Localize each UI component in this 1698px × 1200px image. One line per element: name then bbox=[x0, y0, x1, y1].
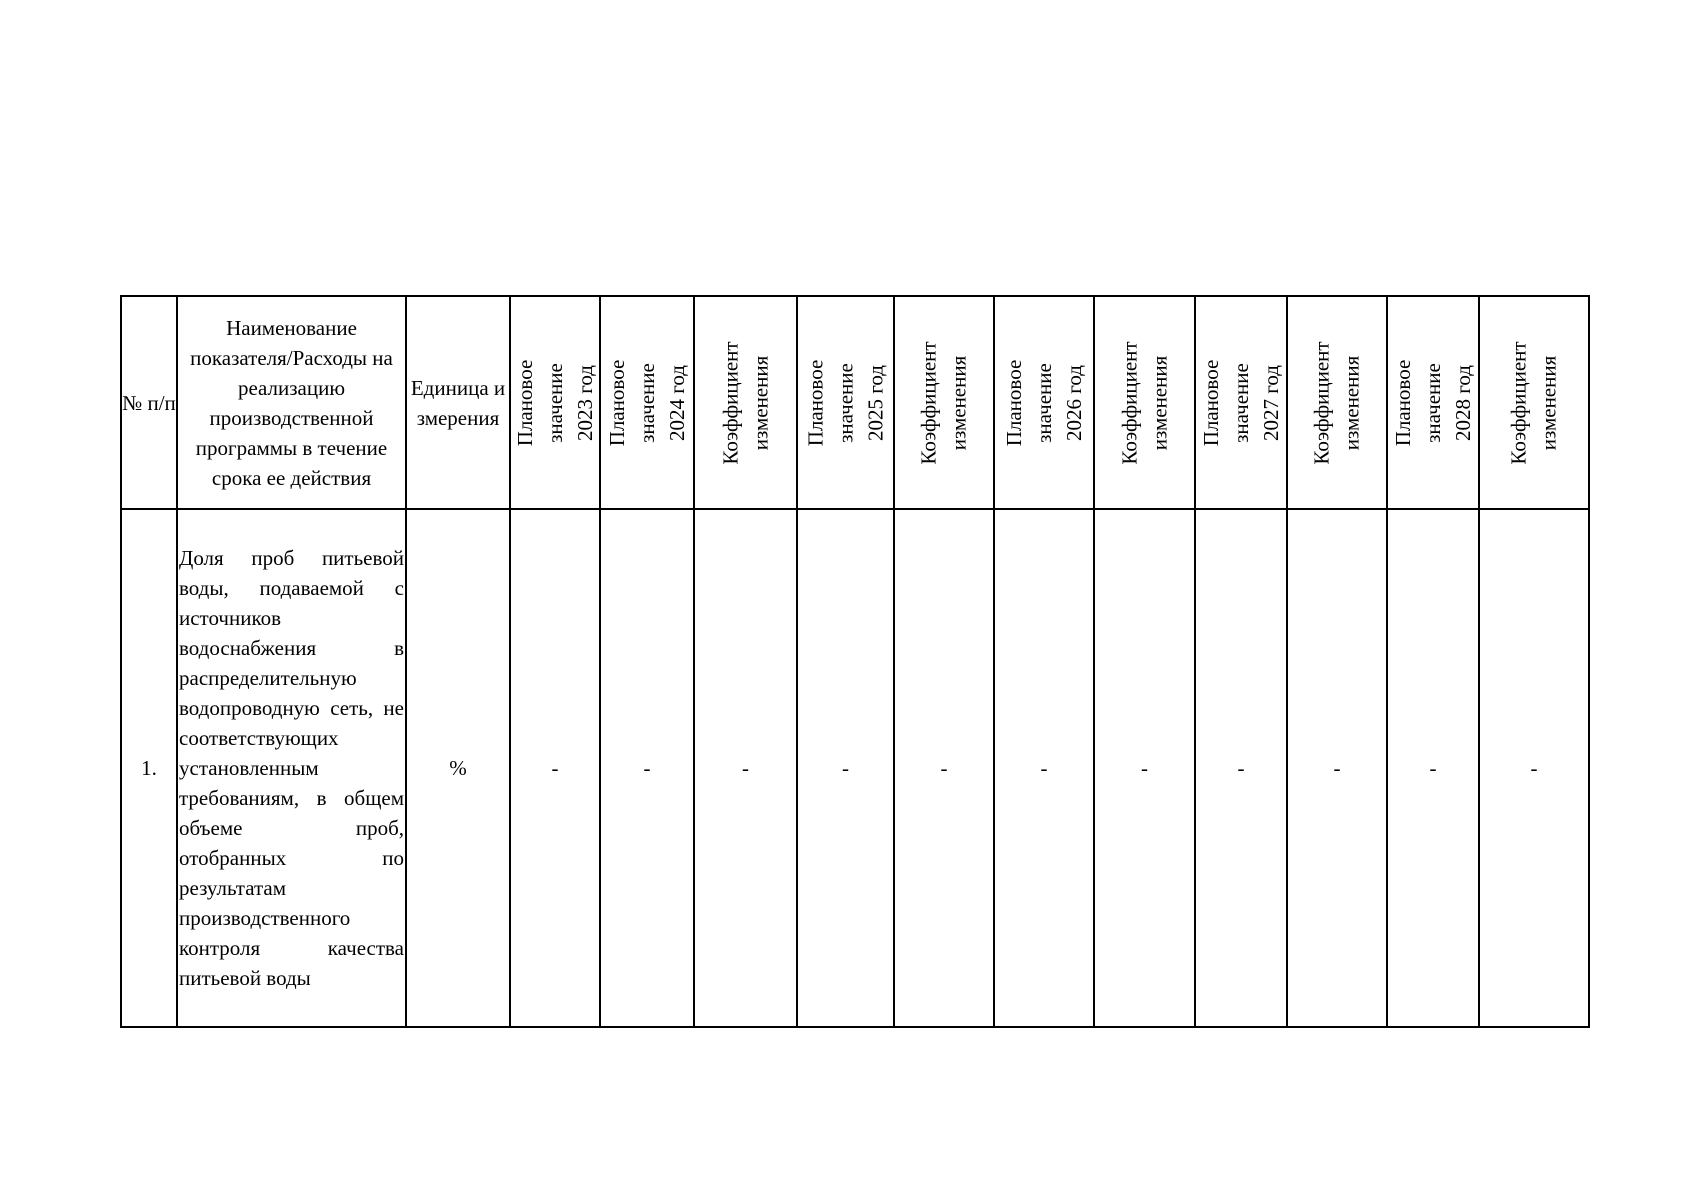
header-coef-2027 bbox=[1287, 296, 1387, 509]
header-plan-2024 bbox=[600, 296, 694, 509]
header-plan-2027-label: Плановое значение 2027 год bbox=[1199, 359, 1283, 446]
table-row bbox=[121, 509, 1589, 1027]
header-coef-2025-label: Коэффициент изменения bbox=[917, 340, 971, 465]
value-plan-2028: - bbox=[1387, 509, 1479, 1027]
value-plan-2026: - bbox=[994, 509, 1094, 1027]
row-name-cell bbox=[177, 509, 406, 1027]
header-row bbox=[121, 296, 1589, 509]
header-coef-2028 bbox=[1479, 296, 1589, 509]
header-name-cell bbox=[177, 296, 406, 509]
value-coef-2025: - bbox=[894, 509, 994, 1027]
header-plan-2025-label: Плановое значение 2025 год bbox=[803, 359, 888, 446]
header-plan-2023 bbox=[510, 296, 600, 509]
header-plan-2028 bbox=[1387, 296, 1479, 509]
header-plan-2026 bbox=[994, 296, 1094, 509]
row-unit: % bbox=[406, 509, 510, 1027]
header-coef-2028-label: Коэффициент изменения bbox=[1507, 340, 1561, 465]
header-plan-2025 bbox=[797, 296, 894, 509]
value-plan-2023: - bbox=[510, 509, 600, 1027]
value-plan-2027: - bbox=[1195, 509, 1287, 1027]
header-num: № п/п bbox=[122, 390, 176, 415]
header-unit: Единица измерения bbox=[410, 375, 506, 430]
value-plan-2025: - bbox=[797, 509, 894, 1027]
header-plan-2026-label: Плановое значение 2026 год bbox=[1002, 359, 1086, 446]
header-coef-2024 bbox=[694, 296, 797, 509]
header-name: Наименование показателя/Расходы на реализацию производственной программы в течение срока ее действия bbox=[190, 315, 393, 490]
value-coef-2024: - bbox=[694, 509, 797, 1027]
header-coef-2025 bbox=[894, 296, 994, 509]
row-num: 1. bbox=[121, 509, 177, 1027]
header-plan-2023-label: Плановое значение 2023 год bbox=[513, 359, 597, 446]
header-unit-cell bbox=[406, 296, 510, 509]
header-plan-2028-label: Плановое значение 2028 год bbox=[1391, 359, 1475, 446]
value-coef-2026: - bbox=[1094, 509, 1195, 1027]
header-coef-2024-label: Коэффициент изменения bbox=[718, 340, 773, 465]
header-coef-2026 bbox=[1094, 296, 1195, 509]
indicator-table bbox=[120, 295, 1590, 1028]
header-plan-2024-label: Плановое значение 2024 год bbox=[605, 359, 689, 446]
header-plan-2027 bbox=[1195, 296, 1287, 509]
value-coef-2028: - bbox=[1479, 509, 1589, 1027]
value-coef-2027: - bbox=[1287, 509, 1387, 1027]
header-coef-2026-label: Коэффициент изменения bbox=[1117, 340, 1172, 465]
header-coef-2027-label: Коэффициент изменения bbox=[1310, 340, 1364, 465]
header-num-cell bbox=[121, 296, 177, 509]
value-plan-2024: - bbox=[600, 509, 694, 1027]
row-name: Доля проб питьевой воды, подаваемой с источников водоснабжения в распределительную водопроводную сеть, не соответствующих установленным требованиям, в общем объеме проб, отобранных по результатам производственного контроля качества питьевой воды bbox=[179, 546, 404, 990]
